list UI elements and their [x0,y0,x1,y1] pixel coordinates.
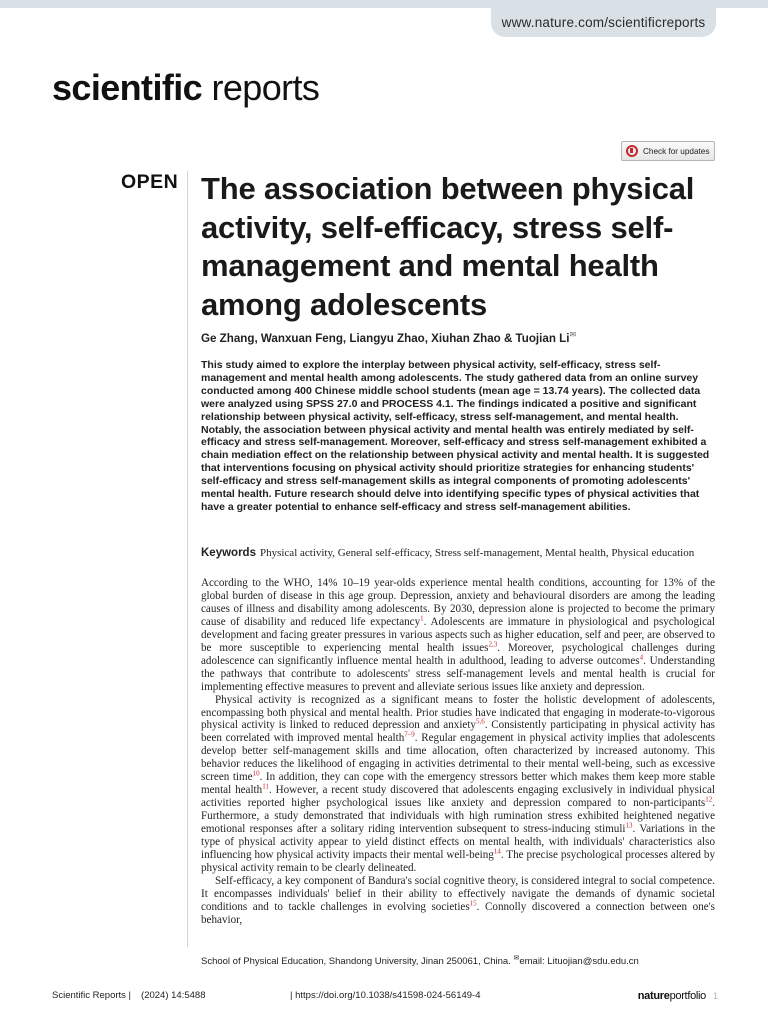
open-access-badge: OPEN [121,171,179,193]
top-bar [0,0,768,8]
abstract [201,359,717,514]
page-footer [52,990,718,1001]
doi-link[interactable]: | https://doi.org/10.1038/s41598-024-56149-4 [290,990,481,1001]
citation-ref[interactable]: 14 [493,847,501,856]
paragraph-2 [201,694,715,875]
abstract-text: This study aimed to explore the interplay between physical activity, self-efficacy, stress self-management and mental health among adolescents. The study gathered data from an online survey conducted among 400 Chinese middle school students (mean age = 13.74 years). The collected data were analyzed using SPSS 27.0 and PROCESS 4.1. The findings indicated a positive and significant relationship between physical activity, self-efficacy, stress self-management, and mental health. Notably, the association between physical activity and mental health was entirely mediated by self-efficacy and stress self-management. Moreover, self-efficacy and stress self-management exhibited a chain mediation effect on the relationship between physical activity and mental health. It is suggested that interventions focusing on physical activity should prioritize strategies for enhancing students' self-efficacy and stress self-management skills as integral components of promoting adolescents' mental health. Future research should delve into identifying specific types of physical activities that have a greater potential to enhance self-efficacy and stress self-management abilities. [201,359,710,513]
paragraph-3 [201,875,715,927]
article-body [201,577,715,927]
margin-rule [187,171,188,947]
mail-icon[interactable]: ✉ [569,330,577,339]
text-run: . Moreover, psychological challenges during adolescence can significantly influence mental health in adulthood, leading to adverse outcomes [201,641,715,667]
citation-ref[interactable]: 2,3 [488,640,498,649]
author-list [201,330,576,345]
text-run: . However, a recent study discovered that adolescents engaging exclusively in individual physical activities reported higher psychological issues like anxiety and depression compared to non-participants [201,784,715,810]
text-run: Physical activity is recognized as a significant means to foster the holistic development of adolescents, encompassing both physical and mental health. Prior studies have indicated that engaging in moderate-to-vigorous physical activity is linked to reduced depression and anxiety [201,693,715,732]
page-number: 1 [712,990,718,1001]
affiliation-text: School of Physical Education, Shandong University, Jinan 250061, China. [201,956,514,968]
text-run: . Understanding the pathways that contribute to adolescents' stress self-management levels and mental health is crucial for implementing effective measures to prevent and alleviate serious issues like anxiety and depression. [201,654,715,693]
text-run: Self-efficacy, a key component of Bandura's social cognitive theory, is considered integral to social competence. It encompasses individuals' belief in their ability to effectively navigate the demands of dynamic societal conditions and to tackle challenges in evolving societies [201,874,715,913]
citation-ref[interactable]: 10 [252,769,260,778]
affiliation [201,954,639,967]
citation-ref[interactable]: 1 [420,614,424,623]
brand-bold: scientific [52,67,203,108]
journal-url[interactable]: www.nature.com/scientificreports [491,8,716,37]
text-run: According to the WHO, 14% 10–19 year-olds experience mental health conditions, accounting for 13% of the global burden of disease in this age group. Depression, anxiety and behavioural disorders are among the leading causes of illness and disability among adolescents. By 2030, depression alone is projected to become the primary cause of disability and reduced life expectancy [201,577,715,628]
text-run: . Furthermore, a study demonstrated that individuals with high rumination stress exhibited heightened negative emotional responses after a solitary riding intervention subsequent to stress-inducing stimuli [201,797,715,836]
paragraph-1 [201,577,715,694]
nature-portfolio-logo [638,990,706,1002]
keywords-label: Keywords [201,547,256,559]
text-run: . Adolescents are immature in physiological and psychological development and facing greater pressures in various aspects such as higher education, self and peer, are observed to be more susceptible to experiencing mental health issues [201,615,716,654]
citation-ref[interactable]: 4 [639,653,644,662]
journal-brand [52,68,319,108]
citation-ref[interactable]: 15 [469,899,477,908]
citation-ref[interactable]: 11 [262,782,269,791]
publisher-bold: nature [637,989,670,1002]
text-run: . Variations in the type of physical activity appear to yield distinct effects on mental health, with individuals' characteristics also influencing how physical activity impacts their mental well-being [201,823,715,862]
text-run: . In addition, they can cope with the emergency stressors better which makes them keep more stable mental health [201,771,715,797]
citation-ref[interactable]: 7–9 [404,730,415,739]
keywords-text: Physical activity, General self-efficacy, Stress self-management, Mental health, Physical education [259,547,695,559]
text-run: . The precise psychological processes altered by physical activity remain to be clearly delineated. [201,849,715,874]
text-run: . Connolly discovered a connection between one's behavior, [201,900,715,926]
email-link[interactable]: email: Lituojian@sdu.edu.cn [519,956,639,968]
keywords [201,547,721,559]
footer-journal: Scientific Reports | [52,990,132,1001]
brand-light: reports [211,67,320,108]
mail-icon: ✉ [513,955,520,962]
article-title: The association between physical activity, self-efficacy, stress self-management and mental health among adolescents [201,171,695,322]
citation-ref[interactable]: 5,6 [475,717,485,726]
text-run: . Consistently participating in physical activity has been correlated with improved mental health [201,719,715,745]
citation-ref[interactable]: 12 [705,795,713,804]
citation-ref[interactable]: 13 [625,821,633,830]
crossmark-icon [626,145,638,157]
check-for-updates-button[interactable] [621,141,715,161]
footer-volume: (2024) 14:5488 [141,990,206,1001]
check-updates-label: Check for updates [643,146,710,156]
text-run: . Regular engagement in physical activity implies that adolescents develop better self-management skills and time allocation, often characterized by increased autonomy. This behavior reduces the likelihood of engaging in activities detrimental to their mental well-being, such as excessive screen time [201,732,716,784]
publisher-light: portfolio [669,989,706,1002]
authors-text: Ge Zhang, Wanxuan Feng, Liangyu Zhao, Xiuhan Zhao & Tuojian Li [201,331,570,345]
